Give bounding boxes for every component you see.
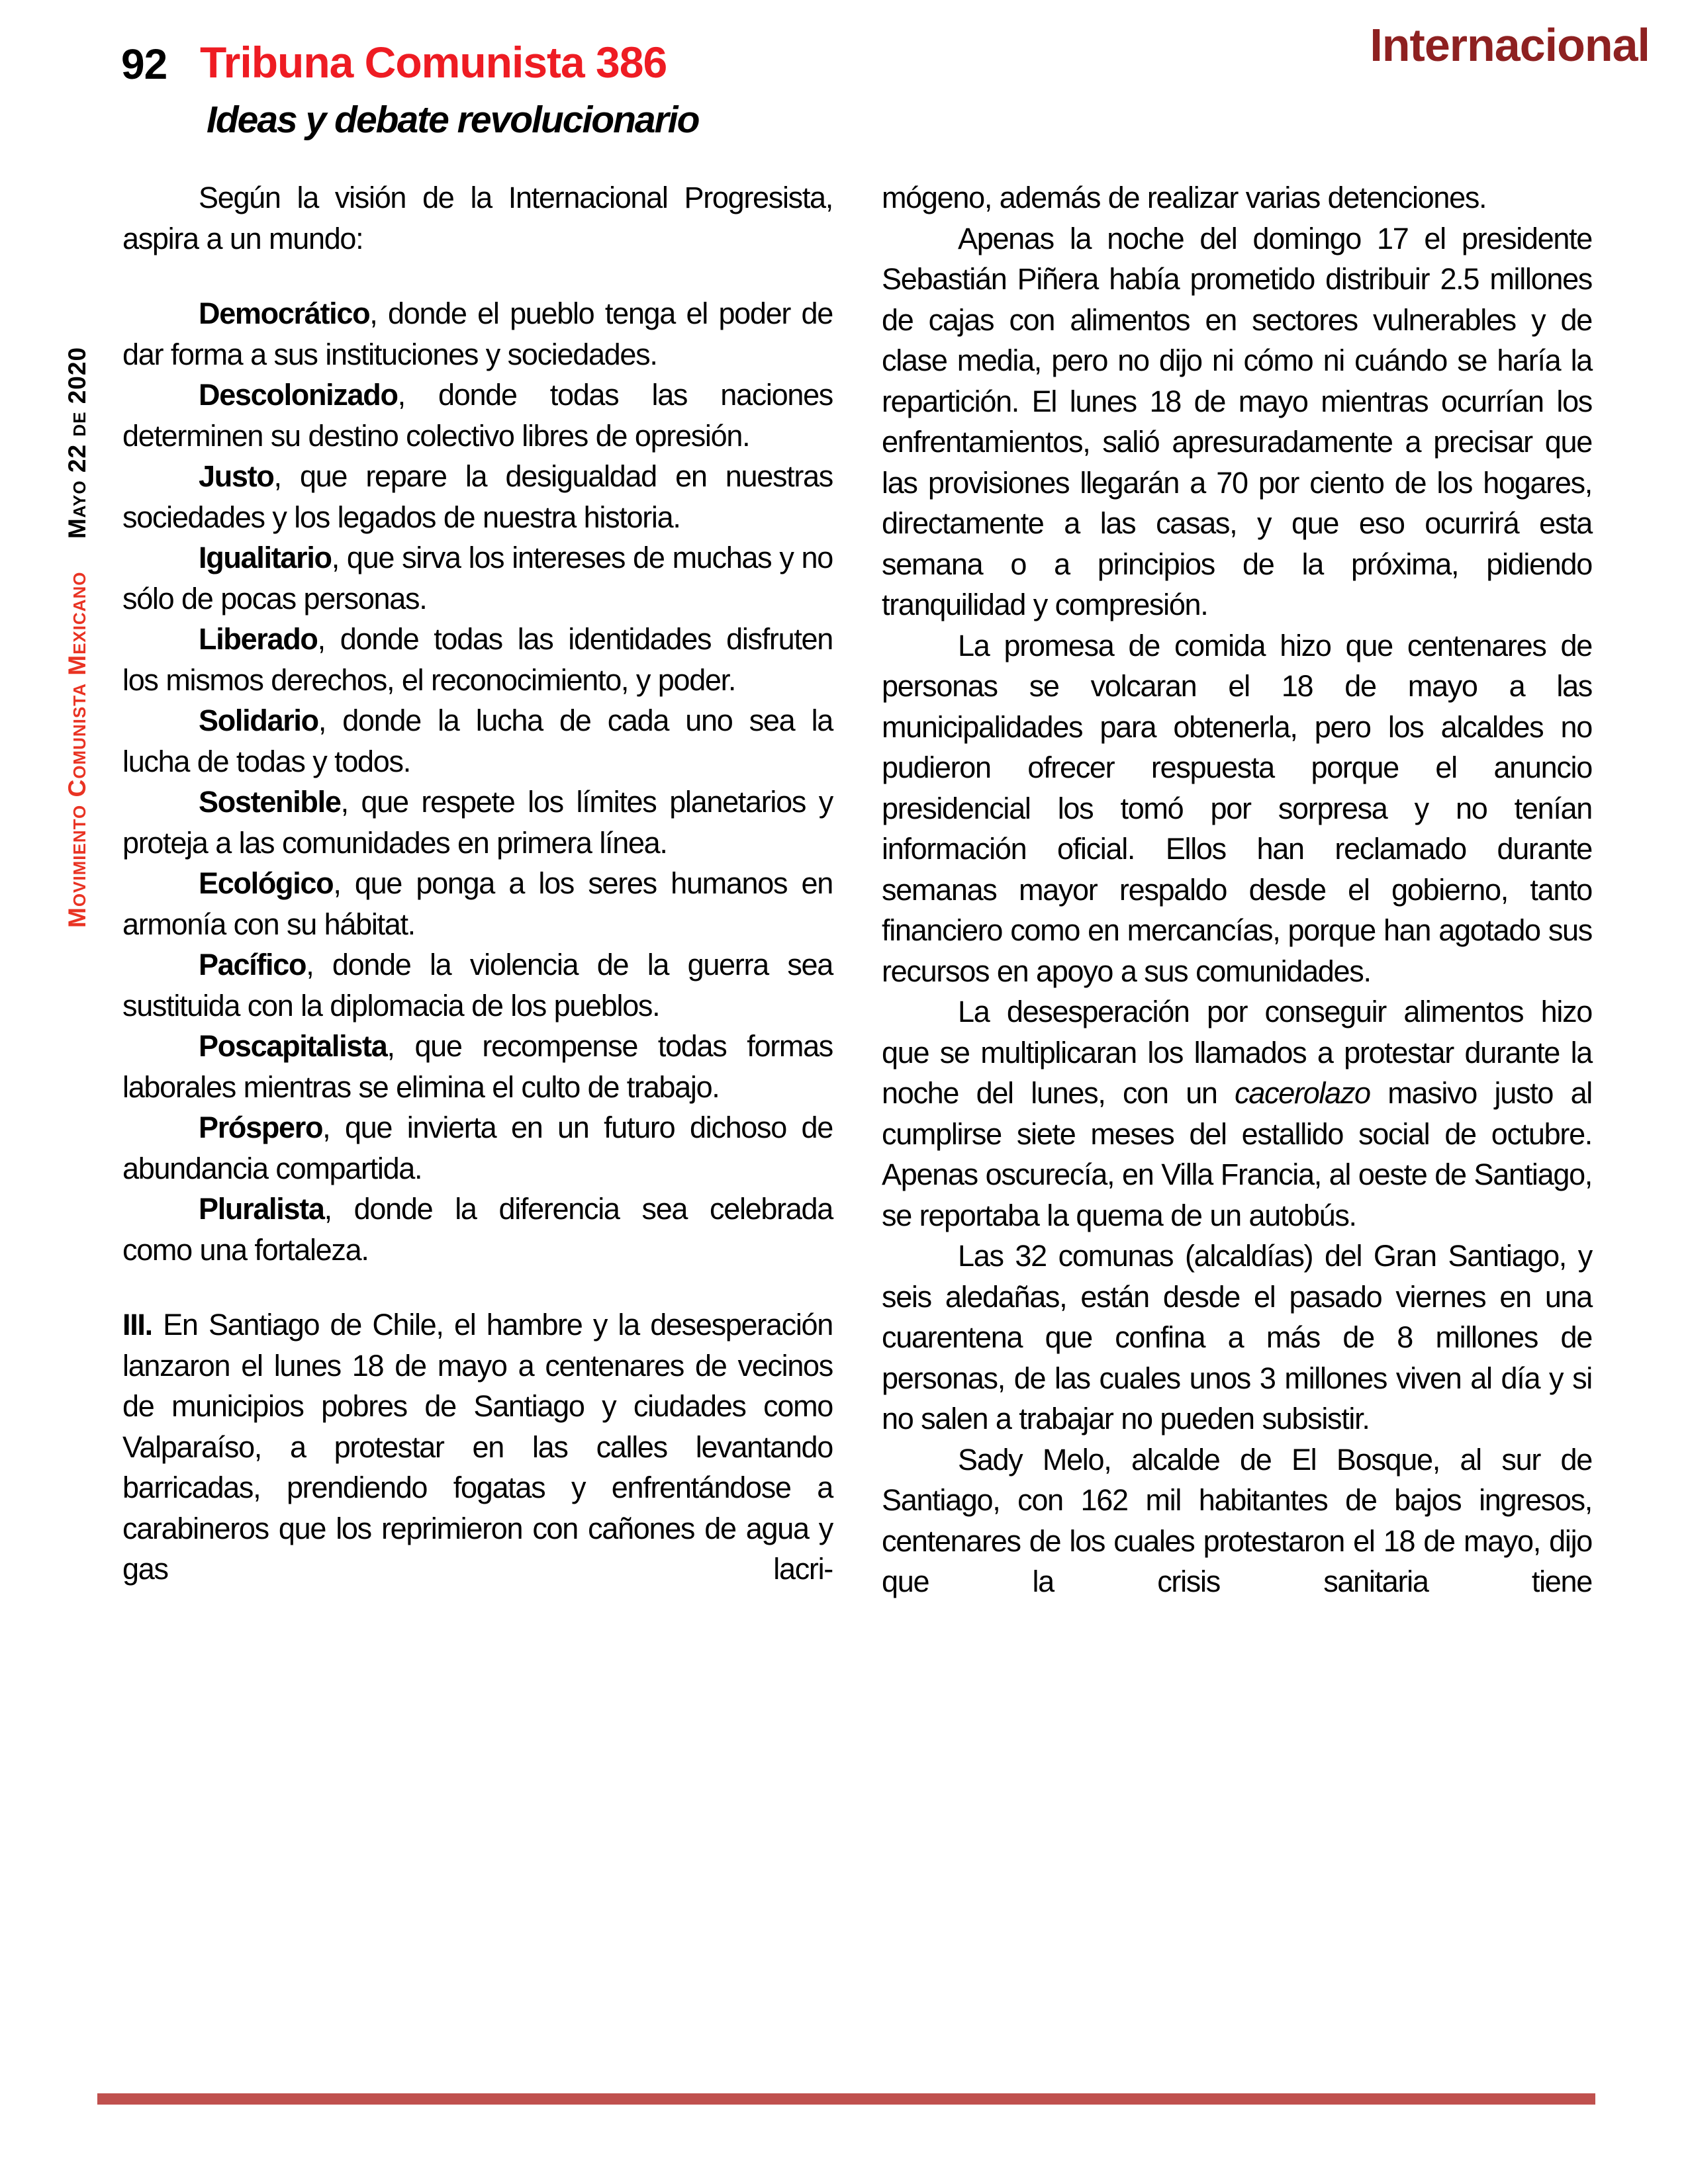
paragraph: Solidario, donde la lucha de cada uno sea la lucha de todas y todos. xyxy=(122,704,833,778)
column-left xyxy=(122,177,833,1602)
column-right xyxy=(882,177,1592,1602)
page-number: 92 xyxy=(121,40,167,88)
paragraph: Pluralista, donde la diferencia sea celebrada como una fortaleza. xyxy=(122,1192,833,1267)
paragraph: Las 32 comunas (alcaldías) del Gran Santiago, y seis aledañas, están desde el pasado viernes en una cuarentena que confina a más de 8 millones de personas, de las cuales unos 3 millones viven al día y si no salen a trabajar no pueden subsistir. xyxy=(882,1239,1592,1435)
paragraph: Justo, que repare la desigualdad en nuestras sociedades y los legados de nuestra historia. xyxy=(122,459,833,534)
paragraph: Sady Melo, alcalde de El Bosque, al sur de Santiago, con 162 mil habitantes de bajos ingresos, centenares de los cuales protestaron el 18 de mayo, dijo que la crisis sanitaria tiene xyxy=(882,1442,1592,1598)
paragraph: III. En Santiago de Chile, el hambre y la desesperación lanzaron el lunes 18 de mayo a centenares de vecinos de municipios pobres de Santiago y ciudades como Valparaíso, a protestar en las calles levantando barricadas, prendiendo fogatas y enfrentándose a carabineros que los reprimieron con cañones de agua y gas lacri- xyxy=(122,1308,833,1586)
paragraph: mógeno, además de realizar varias detenciones. xyxy=(882,181,1487,214)
sidebar-vertical xyxy=(64,347,91,928)
paragraph: Ecológico, que ponga a los seres humanos en armonía con su hábitat. xyxy=(122,866,833,941)
paragraph: Poscapitalista, que recompense todas formas laborales mientras se elimina el culto de trabajo. xyxy=(122,1029,833,1104)
paragraph: Descolonizado, donde todas las naciones determinen su destino colectivo libres de opresión. xyxy=(122,378,833,453)
paragraph: Pacífico, donde la violencia de la guerra sea sustituida con la diplomacia de los pueblos. xyxy=(122,948,833,1023)
section-label: Internacional xyxy=(1370,19,1650,71)
article-body xyxy=(122,177,1592,1602)
masthead-tagline: Ideas y debate revolucionario xyxy=(207,99,699,141)
sidebar-organization: Movimiento Comunista Mexicano xyxy=(64,571,91,928)
paragraph: Apenas la noche del domingo 17 el presidente Sebastián Piñera había prometido distribuir 2.5 millones de cajas con alimentos en sectores vulnerables y de clase media, pero no dijo ni cómo ni cuándo se haría la repartición. El lunes 18 de mayo mientras ocurrían los enfrentamientos, salió apresuradamente a precisar que las provisiones llegarán a 70 por ciento de los hogares, directamente a las casas, y que eso ocurrirá esta semana o a principios de la próxima, pidiendo tranquilidad y compresión. xyxy=(882,221,1592,621)
paragraph: Sostenible, que respete los límites planetarios y proteja a las comunidades en primera línea. xyxy=(122,785,833,860)
paragraph: Según la visión de la Internacional Progresista, aspira a un mundo: xyxy=(122,181,833,255)
paragraph: La promesa de comida hizo que centenares de personas se volcaran el 18 de mayo a las municipalidades para obtenerla, pero los alcaldes no pudieron ofrecer respuesta porque el anuncio presidencial los tomó por sorpresa y no tenían información oficial. Ellos han reclamado durante semanas mayor respaldo desde el gobierno, tanto financiero como en mercancías, porque han agotado sus recursos en apoyo a sus comunidades. xyxy=(882,628,1592,988)
sidebar-date: Mayo 22 de 2020 xyxy=(64,346,91,539)
masthead-title: Tribuna Comunista 386 xyxy=(200,38,667,87)
paragraph: Liberado, donde todas las identidades disfruten los mismos derechos, el reconocimiento, y poder. xyxy=(122,622,833,697)
footer-rule xyxy=(97,2093,1595,2105)
paragraph: Próspero, que invierta en un futuro dichoso de abundancia compartida. xyxy=(122,1111,833,1185)
paragraph: Democrático, donde el pueblo tenga el poder de dar forma a sus instituciones y sociedades. xyxy=(122,296,833,371)
paragraph: Igualitario, que sirva los intereses de muchas y no sólo de pocas personas. xyxy=(122,541,833,615)
paragraph: La desesperación por conseguir alimentos hizo que se multiplicaran los llamados a protestar durante la noche del lunes, con un cacerolazo masivo justo al cumplirse siete meses del estallido social de octubre. Apenas oscurecía, en Villa Francia, al oeste de Santiago, se reportaba la quema de un autobús. xyxy=(882,995,1592,1232)
